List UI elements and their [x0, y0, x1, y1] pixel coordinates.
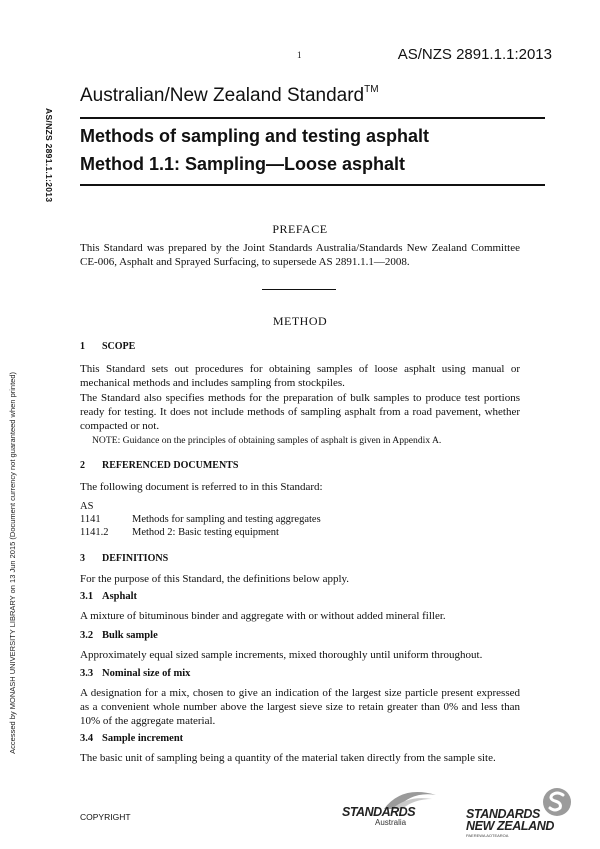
section-title: REFERENCED DOCUMENTS — [102, 460, 239, 471]
copyright-label: COPYRIGHT — [80, 812, 131, 822]
org-title — [80, 84, 379, 107]
reference-title: Method 2: Basic testing equipment — [132, 527, 279, 538]
definition-term: Asphalt — [102, 591, 138, 602]
definition-number: 3.4 — [80, 733, 94, 744]
section-title: DEFINITIONS — [102, 553, 169, 564]
logo-nz-tagline: PAEREWA AOTEAROA — [466, 833, 509, 838]
definition-number: 3.1 — [80, 591, 94, 602]
page-number: 1 — [297, 50, 302, 60]
section-number: 2 — [80, 460, 85, 471]
section-heading-scope — [80, 341, 135, 352]
definition-heading — [80, 630, 158, 641]
reference-code: 1141.2 — [80, 527, 109, 538]
definition-heading — [80, 591, 137, 602]
logo-nz-word2: NEW ZEALAND — [466, 819, 554, 833]
access-notice: Accessed by MONASH UNIVERSITY LIBRARY on 13 Jun 2015 (Document currency not guaranteed when printed) — [8, 372, 17, 754]
title-rule-bottom — [80, 184, 545, 186]
definition-number: 3.2 — [80, 630, 94, 641]
definition-text: Approximately equal sized sample increments, mixed thoroughly until uniform throughout. — [80, 649, 483, 661]
definition-number: 3.3 — [80, 668, 94, 679]
definition-term: Sample increment — [102, 733, 184, 744]
scope-paragraph-2: The Standard also specifies methods for the preparation of bulk samples to produce test portions ready for testing. It does not include methods of sampling asphalt from a road pavement, whether compacted or not. — [80, 392, 520, 432]
reference-title: Methods for sampling and testing aggregates — [132, 514, 321, 525]
definition-term: Bulk sample — [102, 630, 158, 641]
definition-term: Nominal size of mix — [102, 668, 191, 679]
references-intro: The following document is referred to in this Standard: — [80, 481, 323, 493]
document-subtitle: Method 1.1: Sampling—Loose asphalt — [80, 154, 406, 174]
preface-heading: PREFACE — [272, 222, 328, 236]
preface-text: This Standard was prepared by the Joint Standards Australia/Standards New Zealand Committee CE-006, Asphalt and Sprayed Surfacing, to supersede AS 2891.1.1—2008. — [80, 242, 520, 268]
logo-sa-sub: Australia — [375, 818, 407, 827]
definition-text: A mixture of bituminous binder and aggregate with or without added mineral filler. — [80, 610, 446, 622]
definition-heading — [80, 733, 183, 744]
standards-australia-logo — [342, 789, 438, 831]
section-divider — [262, 289, 336, 290]
logo-sa-word: STANDARDS — [342, 805, 416, 819]
reference-code: 1141 — [80, 514, 101, 525]
scope-paragraph-1: This Standard sets out procedures for obtaining samples of loose asphalt using manual or mechanical methods and includes sampling from stockpiles. — [80, 363, 520, 389]
trademark-mark: TM — [364, 84, 379, 95]
standards-nz-logo — [466, 787, 576, 838]
definitions-intro: For the purpose of this Standard, the definitions below apply. — [80, 573, 350, 585]
section-heading-definitions — [80, 553, 168, 564]
side-standard-label: AS/NZS 2891.1.1:2013 — [44, 108, 54, 203]
references-series: AS — [80, 501, 94, 512]
section-number: 1 — [80, 341, 85, 352]
reference-item — [80, 526, 279, 539]
title-rule-top — [80, 117, 545, 119]
definition-text: The basic unit of sampling being a quantity of the material taken directly from the sample site. — [80, 752, 496, 764]
scope-note: NOTE: Guidance on the principles of obtaining samples of asphalt is given in Appendix A. — [92, 435, 442, 446]
logo-nz-word1: STANDARDS — [466, 807, 540, 821]
document-title: Methods of sampling and testing asphalt — [80, 126, 430, 146]
section-number: 3 — [80, 553, 85, 564]
method-heading: METHOD — [272, 314, 328, 328]
section-heading-references — [80, 460, 238, 471]
standard-number: AS/NZS 2891.1.1:2013 — [397, 46, 552, 63]
definition-text: A designation for a mix, chosen to give an indication of the largest size particle present expressed as a convenient whole number above the largest sieve size to retain greater than 0% and less than 10% of the aggregate material. — [80, 687, 520, 727]
section-title: SCOPE — [102, 341, 136, 352]
org-title-text: Australian/New Zealand Standard — [80, 85, 365, 106]
s-emblem-icon — [542, 787, 572, 817]
reference-item — [80, 513, 321, 526]
definition-heading — [80, 668, 190, 679]
